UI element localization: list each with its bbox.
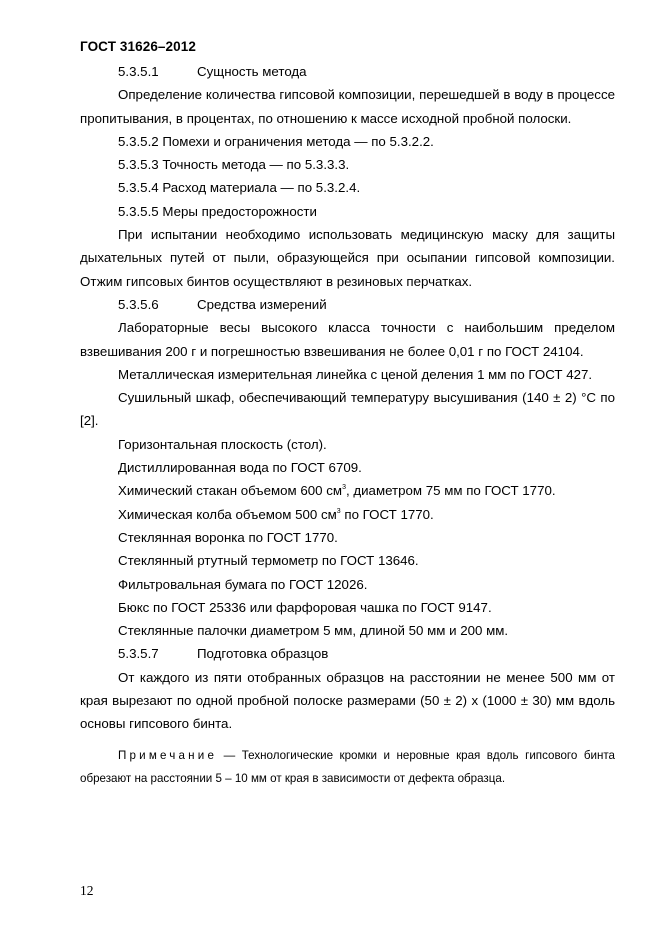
ruler-paragraph: Металлическая измерительная линейка с ценой деления 1 мм по ГОСТ 427. bbox=[118, 366, 593, 382]
section-5357-heading bbox=[80, 642, 615, 665]
section-number: 5.3.5.7 bbox=[118, 646, 159, 662]
flask-text-end: по ГОСТ 1770. bbox=[340, 506, 434, 522]
superscript: 3 bbox=[342, 484, 346, 492]
flask-paragraph bbox=[80, 503, 615, 526]
samples-paragraph: От каждого из пяти отобранных образцов на расстоянии не менее 500 мм от края вырезают по одной пробной полоске размерами (50 ± 2) х (1000 ± 30) мм вдоль основы гипсового бинта. bbox=[80, 669, 615, 732]
beaker-text: Химический стакан объемом 600 см bbox=[118, 483, 343, 499]
note-label: Примечание bbox=[118, 748, 218, 762]
section-number: 5.3.5.1 bbox=[118, 64, 159, 79]
page-number: 12 bbox=[80, 883, 94, 898]
section-5353-paragraph: 5.3.5.3 Точность метода — по 5.3.3.3. bbox=[118, 157, 350, 173]
superscript: 3 bbox=[336, 507, 341, 515]
water-paragraph: Дистиллированная вода по ГОСТ 6709. bbox=[118, 460, 362, 476]
glass-sticks-paragraph: Стеклянные палочки диаметром 5 мм, длиной 50 мм и 200 мм. bbox=[118, 623, 509, 639]
oven-paragraph: Сушильный шкаф, обеспечивающий температуру высушивания (140 ± 2) °С по [2]. bbox=[80, 390, 615, 429]
flask-text: Химическая колба объемом 500 см bbox=[118, 506, 337, 522]
document-header: ГОСТ 31626–2012 bbox=[80, 39, 196, 54]
method-definition-paragraph: Определение количества гипсовой композиции, перешедшей в воду в процессе пропитывания, в процентах, по отношению к массе исходной пробной полоски. bbox=[80, 87, 615, 126]
section-title: Сущность метода bbox=[197, 64, 307, 79]
scales-paragraph: Лабораторные весы высокого класса точности с наибольшим пределом взвешивания 200 г и погрешностью взвешивания не более 0,01 г по ГОСТ 24104. bbox=[80, 320, 615, 359]
beaker-text-end: , диаметром 75 мм по ГОСТ 1770. bbox=[345, 483, 556, 499]
section-5351-heading bbox=[80, 60, 615, 83]
note-text: — Технологические кромки и неровные края вдоль гипсового бинта обрезают на расстоянии 5 – 10 мм от края в зависимости от дефекта образца. bbox=[80, 748, 615, 785]
section-title: Средства измерений bbox=[197, 296, 327, 312]
section-5356-heading bbox=[80, 293, 615, 316]
table-paragraph: Горизонтальная плоскость (стол). bbox=[118, 436, 327, 452]
page-body bbox=[80, 60, 615, 790]
precaution-paragraph: При испытании необходимо использовать медицинскую маску для защиты дыхательных путей от пыли, образующейся при осыпании гипсовой композиции. Отжим гипсовых бинтов осуществляют в резиновых перчатках. bbox=[80, 227, 615, 289]
filter-paper-paragraph: Фильтровальная бумага по ГОСТ 12026. bbox=[118, 576, 368, 592]
section-5355-paragraph: 5.3.5.5 Меры предосторожности bbox=[118, 203, 317, 219]
funnel-paragraph: Стеклянная воронка по ГОСТ 1770. bbox=[118, 529, 338, 545]
note-paragraph bbox=[80, 744, 615, 790]
beaker-paragraph bbox=[80, 479, 615, 502]
cup-paragraph: Бюкс по ГОСТ 25336 или фарфоровая чашка по ГОСТ 9147. bbox=[118, 599, 492, 615]
section-title: Подготовка образцов bbox=[197, 646, 329, 662]
thermometer-paragraph: Стеклянный ртутный термометр по ГОСТ 13646. bbox=[118, 553, 419, 569]
section-number: 5.3.5.6 bbox=[118, 296, 159, 312]
section-5354-paragraph: 5.3.5.4 Расход материала — по 5.3.2.4. bbox=[118, 180, 361, 196]
section-5352-paragraph: 5.3.5.2 Помехи и ограничения метода — по 5.3.2.2. bbox=[118, 133, 434, 149]
